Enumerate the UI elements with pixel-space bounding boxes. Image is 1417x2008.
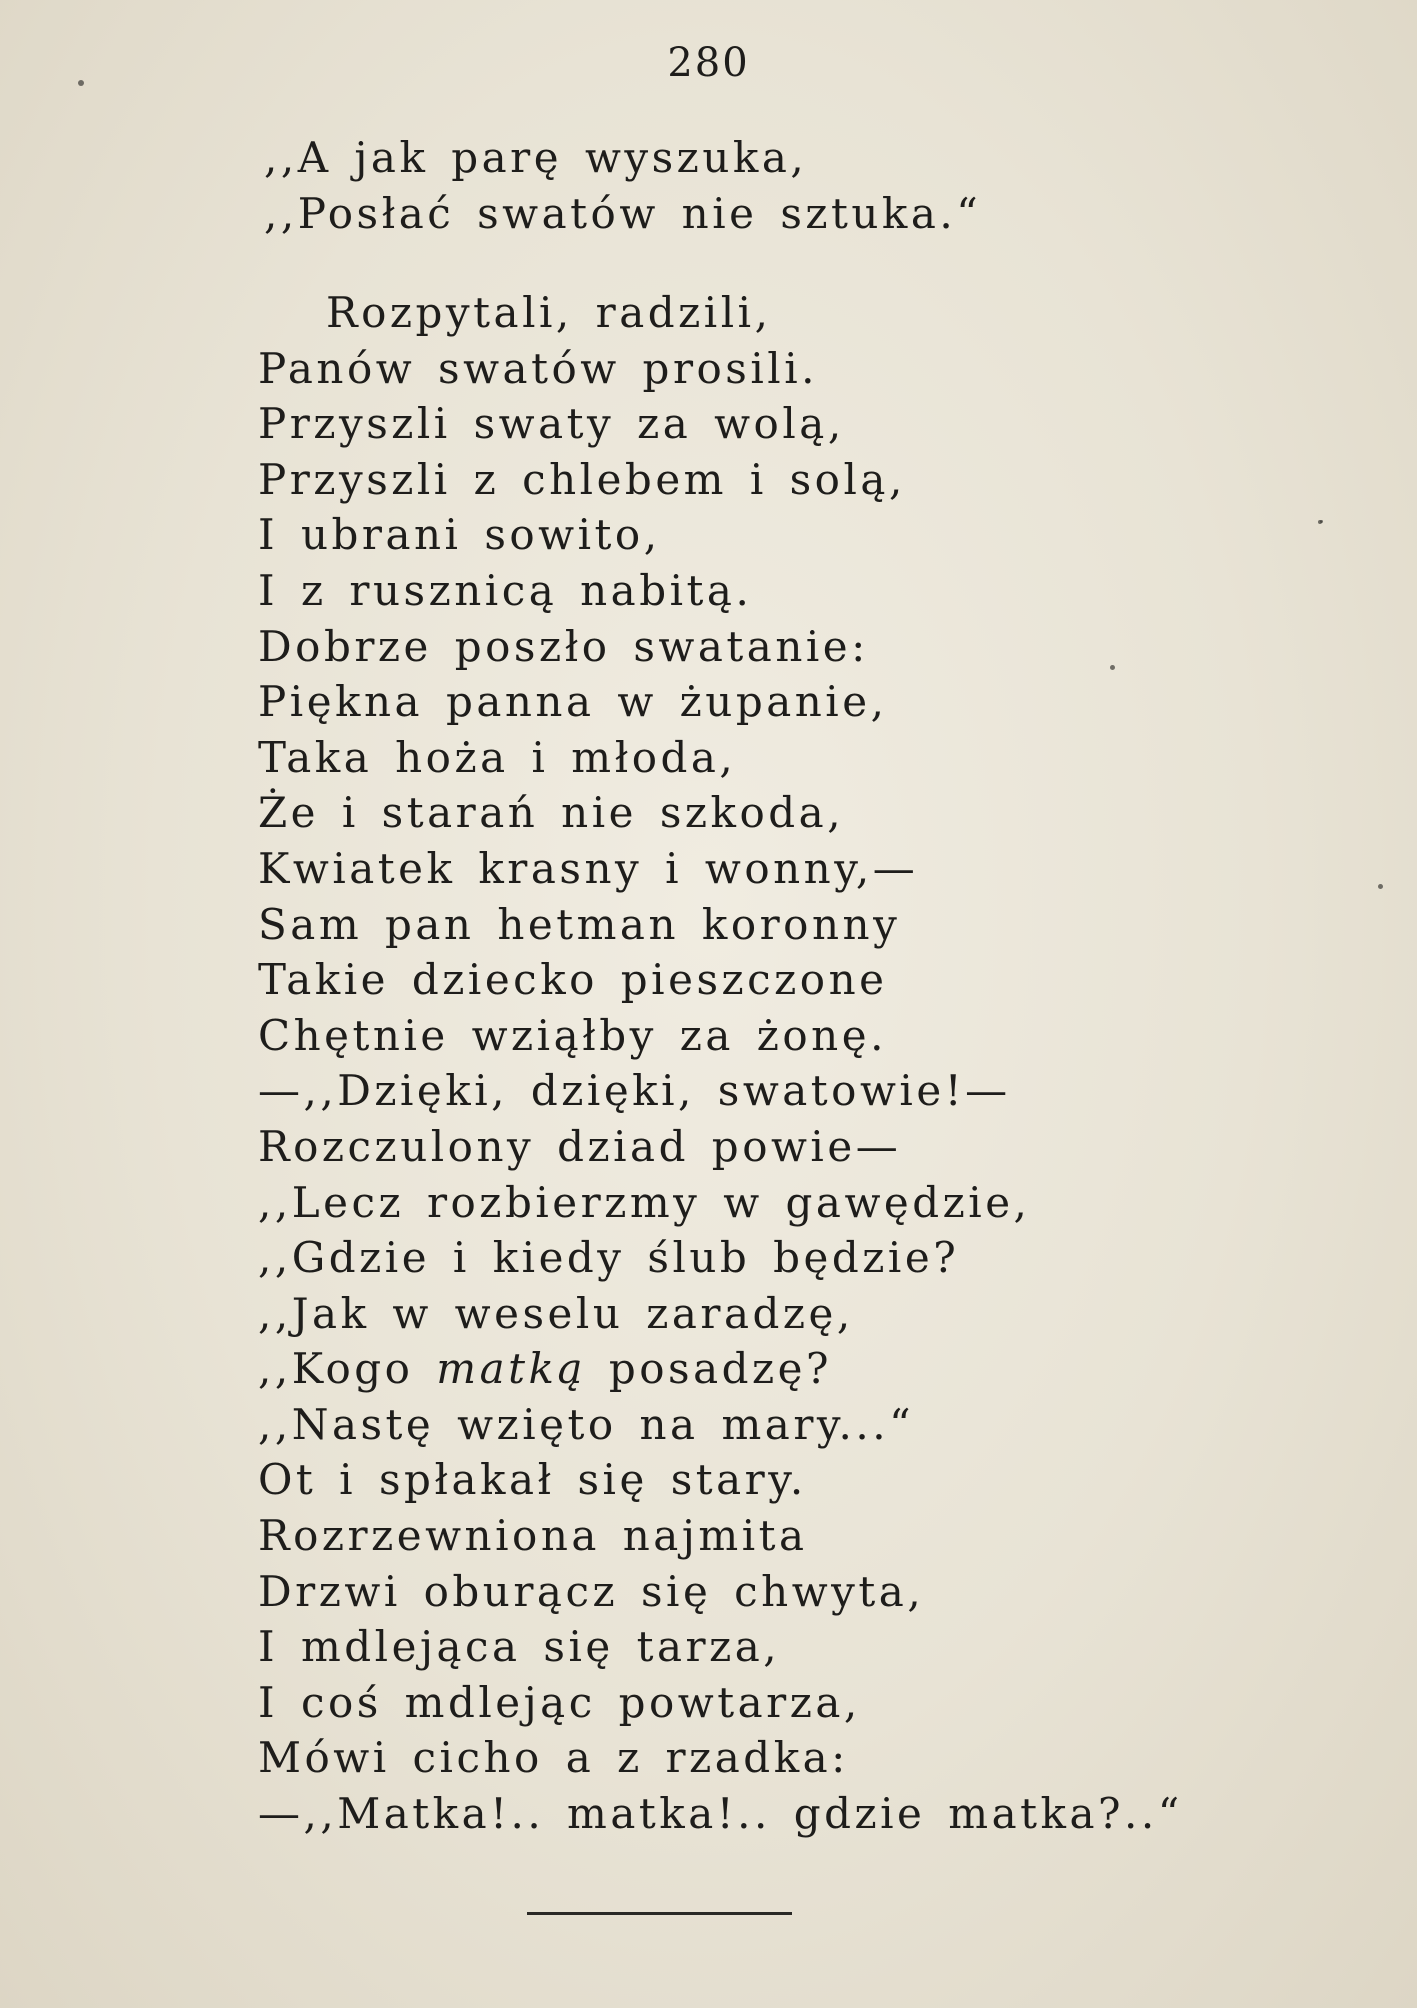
stanza-2 bbox=[258, 285, 1258, 1842]
paper-speck bbox=[78, 80, 84, 86]
verse-line: Przyszli z chlebem i solą, bbox=[258, 454, 906, 504]
verse-line: Takie dziecko pieszczone bbox=[258, 955, 888, 1005]
verse-line: ,,Posłać swatów nie sztuka.“ bbox=[264, 188, 982, 238]
paper-speck bbox=[1110, 665, 1115, 670]
verse-line: Sam pan hetman koronny bbox=[258, 899, 901, 949]
verse-line: ,,Lecz rozbierzmy w gawędzie, bbox=[258, 1177, 1031, 1227]
paper-speck bbox=[1378, 884, 1383, 889]
verse-line: ,,Gdzie i kiedy ślub będzie? bbox=[258, 1233, 960, 1283]
verse-line: Rozpytali, radzili, bbox=[326, 288, 772, 337]
verse-line: Mówi cicho a z rzadka: bbox=[258, 1733, 849, 1783]
verse-line: ,,A jak parę wyszuka, bbox=[264, 133, 808, 182]
verse-line: Rozczulony dziad powie— bbox=[258, 1121, 902, 1171]
verse-line: Panów swatów prosili. bbox=[258, 343, 819, 393]
verse-line: I mdlejąca się tarza, bbox=[258, 1622, 781, 1672]
verse-line: ,,Jak w weselu zaradzę, bbox=[258, 1288, 854, 1338]
paper-speck bbox=[1320, 520, 1323, 523]
verse-line: Ot i spłakał się stary. bbox=[258, 1455, 807, 1505]
verse-segment: ,,Kogo bbox=[258, 1344, 437, 1394]
verse-line: I ubrani sowito, bbox=[258, 510, 661, 560]
end-rule bbox=[527, 1912, 792, 1915]
verse-line: Przyszli swaty za wolą, bbox=[258, 399, 845, 449]
verse-line: ,,Nastę wzięto na mary...“ bbox=[258, 1399, 915, 1449]
verse-line: Kwiatek krasny i wonny,— bbox=[258, 843, 919, 893]
verse-line: Drzwi oburącz się chwyta, bbox=[258, 1566, 925, 1616]
verse-line: I coś mdlejąc powtarza, bbox=[258, 1677, 861, 1727]
verse-line: Taka hoża i młoda, bbox=[258, 732, 737, 782]
stanza-1 bbox=[258, 130, 1258, 241]
verse-line: Piękna panna w żupanie, bbox=[258, 677, 888, 727]
page-number: 280 bbox=[667, 40, 750, 86]
verse-line: Dobrze poszło swatanie: bbox=[258, 621, 869, 671]
verse-line: —,,Dzięki, dzięki, swatowie!— bbox=[258, 1066, 1011, 1116]
verse-line: Rozrzewniona najmita bbox=[258, 1511, 808, 1561]
verse-line: Że i starań nie szkoda, bbox=[258, 788, 845, 838]
verse-emphasis: matką bbox=[436, 1344, 586, 1394]
verse-segment: posadzę? bbox=[586, 1344, 833, 1394]
verse-line: Chętnie wziąłby za żonę. bbox=[258, 1010, 887, 1060]
verse-line: —,,Matka!.. matka!.. gdzie matka?..“ bbox=[258, 1789, 1183, 1839]
verse-line bbox=[258, 1341, 1258, 1397]
verse-line: I z rusznicą nabitą. bbox=[258, 565, 753, 615]
